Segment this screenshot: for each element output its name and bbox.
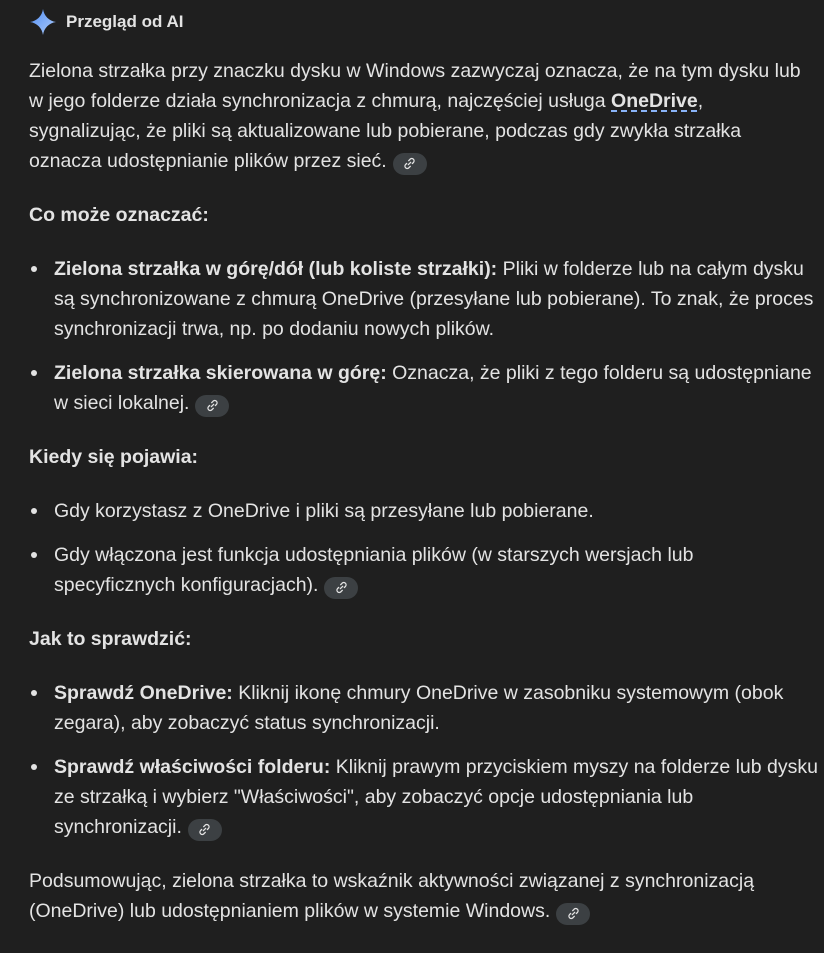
list-item [29,540,819,600]
section-title-meaning: Co może oznaczać: [29,204,209,226]
summary-text: Podsumowując, zielona strzałka to wskaźnik aktywności związanej z synchronizacją (OneDrive) lub udostępnianiem plików w systemie Windows. [29,870,755,922]
list-item-text: Gdy włączona jest funkcja udostępniania plików (w starszych wersjach lub specyficznych konfiguracjach). [54,544,694,596]
list-item-text: Kliknij ikonę chmury OneDrive w zasobniku systemowym (obok zegara), aby zobaczyć status synchronizacji. [54,682,784,734]
list-item-bold: Zielona strzałka skierowana w górę: [54,362,387,384]
list-item [29,496,819,526]
ai-overview-title: Przegląd od AI [66,12,184,31]
section-title-when: Kiedy się pojawia: [29,446,199,468]
onedrive-link[interactable]: OneDrive [611,90,698,112]
intro-text-before: Zielona strzałka przy znaczku dysku w Windows zazwyczaj oznacza, że na tym dysku lub w jego folderze działa synchronizacja z chmurą, najczęściej usługa [29,60,801,112]
link-icon [403,157,416,170]
list-item [29,254,819,344]
list-item-text: Oznacza, że pliki z tego folderu są udostępniane w sieci lokalnej. [54,362,812,414]
intro-paragraph [29,56,819,176]
list-item [29,358,819,418]
source-link-button[interactable] [556,903,590,925]
list-item-text: Kliknij prawym przyciskiem myszy na folderze lub dysku ze strzałką i wybierz "Właściwości", aby zobaczyć opcje udostępniania lub synchronizacji. [54,756,818,838]
ai-overview-content [29,56,819,950]
sparkle-icon [29,8,57,36]
summary-paragraph [29,866,819,926]
link-icon [206,399,219,412]
when-list [29,496,819,600]
source-link-button[interactable] [393,153,427,175]
source-link-button[interactable] [195,395,229,417]
ai-overview-header [29,7,183,37]
intro-text-after: , sygnalizując, że pliki są aktualizowane lub pobierane, podczas gdy zwykła strzałka oznacza udostępnianie plików przez sieć. [29,90,742,172]
meaning-list [29,254,819,418]
list-item-text: Pliki w folderze lub na całym dysku są synchronizowane z chmurą OneDrive (przesyłane lub pobierane). To znak, że proces synchronizacji trwa, np. po dodaniu nowych plików. [54,258,814,340]
source-link-button[interactable] [188,819,222,841]
link-icon [198,823,211,836]
check-list [29,678,819,842]
list-item-bold: Sprawdź właściwości folderu: [54,756,331,778]
list-item [29,678,819,738]
source-link-button[interactable] [324,577,358,599]
list-item-text: Gdy korzystasz z OneDrive i pliki są przesyłane lub pobierane. [54,500,594,522]
list-item-bold: Sprawdź OneDrive: [54,682,233,704]
link-icon [335,581,348,594]
link-icon [567,907,580,920]
list-item-bold: Zielona strzałka w górę/dół (lub koliste strzałki): [54,258,498,280]
section-title-check: Jak to sprawdzić: [29,628,192,650]
list-item [29,752,819,842]
